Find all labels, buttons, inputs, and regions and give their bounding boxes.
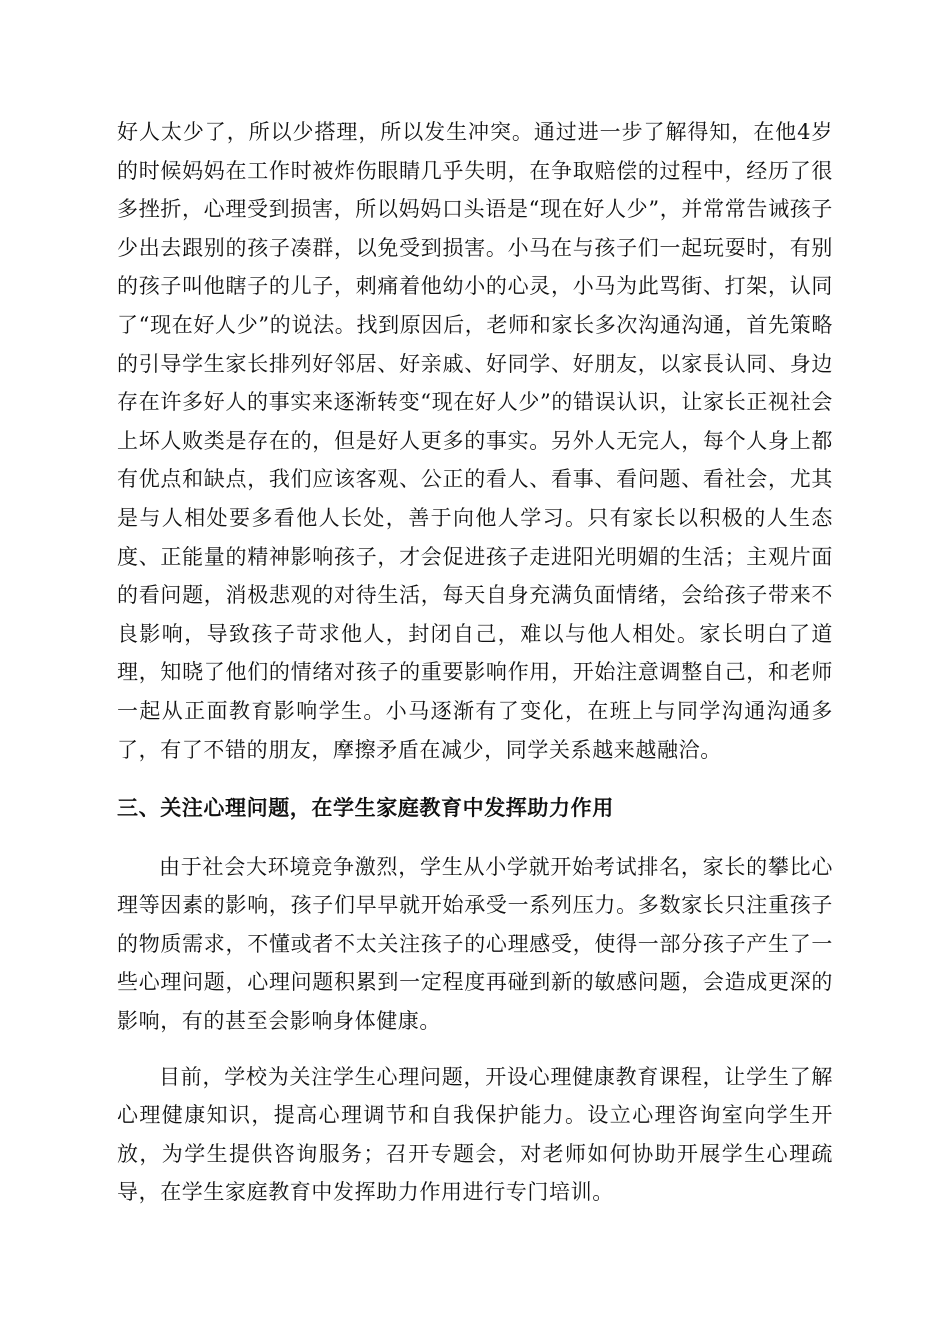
document-body xyxy=(117,113,833,1212)
section-heading: 三、关注心理问题，在学生家庭教育中发挥助力作用 xyxy=(117,796,614,821)
paragraph-section-1: 由于社会大环境竞争激烈，学生从小学就开始考试排名，家长的攀比心理等因素的影响，孩子们早早就开始承受一系列压力。多数家长只注重孩子的物质需求，不懂或者不太关注孩子的心理感受，使得一部分孩子产生了一些心理问题，心理问题积累到一定程度再碰到新的敏感问题，会造成更深的影响，有的甚至会影响身体健康。 xyxy=(117,854,833,1034)
paragraph-section-2: 目前，学校为关注学生心理问题，开设心理健康教育课程，让学生了解心理健康知识，提高心理调节和自我保护能力。设立心理咨询室向学生开放，为学生提供咨询服务；召开专题会，对老师如何协助开展学生心理疏导，在学生家庭教育中发挥助力作用进行专门培训。 xyxy=(117,1064,833,1205)
paragraph-continuation: 好人太少了，所以少搭理，所以发生冲突。通过进一步了解得知，在他4岁的时候妈妈在工作时被炸伤眼睛几乎失明，在争取赔偿的过程中，经历了很多挫折，心理受到损害，所以妈妈口头语是“现在好人少”，并常常告诫孩子少出去跟别的孩子凑群，以免受到损害。小马在与孩子们一起玩耍时，有别的孩子叫他瞎子的儿子，刺痛着他幼小的心灵，小马为此骂街、打架，认同了“现在好人少”的说法。找到原因后，老师和家长多次沟通沟通，首先策略的引导学生家长排列好邻居、好亲戚、好同学、好朋友，以家長认同、身边存在许多好人的事实来逐渐转变“现在好人少”的错误认识，让家长正视社会上坏人败类是存在的，但是好人更多的事实。另外人无完人，每个人身上都有优点和缺点，我们应该客观、公正的看人、看事、看问题、看社会，尤其是与人相处要多看他人长处，善于向他人学习。只有家长以积极的人生态度、正能量的精神影响孩子，才会促进孩子走进阳光明媚的生活；主观片面的看问题，消极悲观的对待生活，每天自身充满负面情绪，会给孩子带来不良影响，导致孩子苛求他人，封闭自己，难以与他人相处。家长明白了道理，知晓了他们的情绪对孩子的重要影响作用，开始注意调整自己，和老师一起从正面教育影响学生。小马逐渐有了变化，在班上与同学沟通沟通多了，有了不错的朋友，摩擦矛盾在减少，同学关系越来越融洽。 xyxy=(117,120,833,762)
